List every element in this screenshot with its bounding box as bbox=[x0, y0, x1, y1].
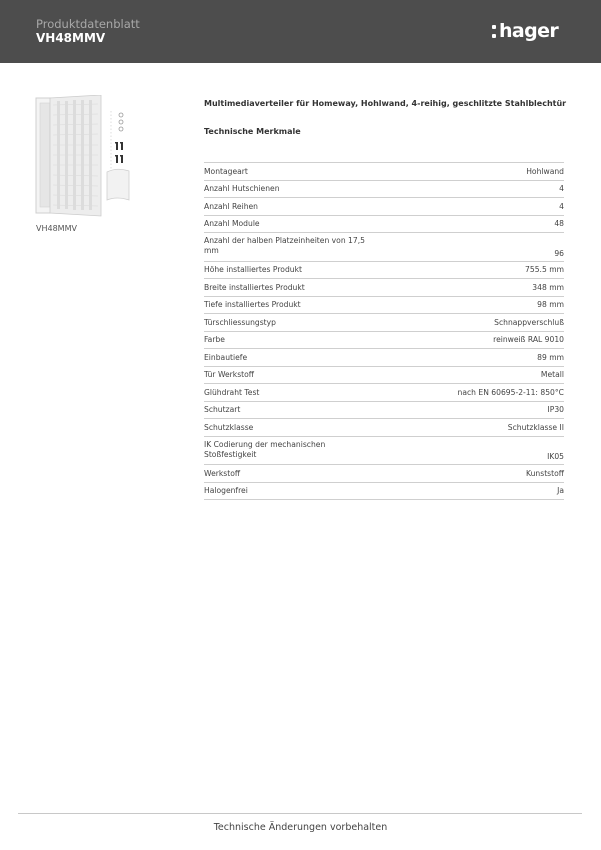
spec-label: IK Codierung der mechanischen Stoßfestigkeit bbox=[204, 439, 326, 459]
spec-row bbox=[204, 216, 564, 234]
spec-label: Türschliessungstyp bbox=[204, 317, 276, 327]
spec-row bbox=[204, 297, 564, 315]
spec-value: IP30 bbox=[547, 405, 564, 415]
document-type: Produktdatenblatt bbox=[36, 17, 140, 31]
spec-row bbox=[204, 262, 564, 280]
spec-row bbox=[204, 437, 564, 466]
spec-value: Ja bbox=[557, 486, 564, 496]
spec-label: Werkstoff bbox=[204, 468, 241, 478]
spec-value: Schnappverschluß bbox=[494, 317, 564, 327]
spec-label: Höhe installiertes Produkt bbox=[204, 265, 302, 275]
spec-label: Glühdraht Test bbox=[204, 387, 260, 397]
spec-value: 48 bbox=[554, 219, 564, 229]
spec-value: Hohlwand bbox=[526, 166, 564, 176]
spec-value: reinweiß RAL 9010 bbox=[493, 335, 564, 345]
section-title: Technische Merkmale bbox=[204, 127, 301, 136]
spec-value: Schutzklasse II bbox=[507, 422, 564, 432]
spec-label: Einbautiefe bbox=[204, 352, 248, 362]
spec-label: Anzahl Hutschienen bbox=[204, 184, 280, 194]
spec-row bbox=[204, 465, 564, 483]
spec-label: Tür Werkstoff bbox=[204, 370, 255, 380]
spec-label: Anzahl der halben Platzeinheiten von 17,5 mm bbox=[204, 236, 365, 255]
spec-row bbox=[204, 314, 564, 332]
hager-logo bbox=[492, 18, 558, 44]
header-product-code: VH48MMV bbox=[36, 31, 106, 45]
product-title: Multimediaverteiler für Homeway, Hohlwand, 4-reihig, geschlitzte Stahlblechtür bbox=[204, 99, 567, 108]
spec-row bbox=[204, 367, 564, 385]
spec-row bbox=[204, 181, 564, 199]
logo-mark-icon bbox=[492, 25, 497, 38]
spec-row bbox=[204, 198, 564, 216]
spec-label: Schutzklasse bbox=[204, 422, 254, 432]
footer-note: Technische Änderungen vorbehalten bbox=[213, 822, 388, 833]
spec-value: IK05 bbox=[547, 452, 564, 461]
spec-value: 4 bbox=[559, 201, 564, 211]
spec-row bbox=[204, 402, 564, 420]
spec-row bbox=[204, 419, 564, 437]
spec-value: 348 mm bbox=[532, 282, 564, 292]
spec-value: Kunststoff bbox=[526, 468, 564, 478]
spec-label: Montageart bbox=[204, 166, 248, 176]
spec-table bbox=[204, 162, 564, 500]
spec-row bbox=[204, 483, 564, 501]
spec-label: Anzahl Reihen bbox=[204, 201, 258, 211]
distribution-cabinet-icon bbox=[35, 95, 132, 217]
spec-value: Metall bbox=[540, 370, 564, 380]
spec-value: nach EN 60695-2-11: 850°C bbox=[457, 387, 564, 397]
spec-value: 4 bbox=[559, 184, 564, 194]
spec-row bbox=[204, 233, 564, 262]
spec-value: 96 bbox=[554, 248, 564, 258]
spec-value: 755.5 mm bbox=[525, 265, 564, 275]
header-bar bbox=[0, 0, 601, 63]
spec-label: Anzahl Module bbox=[204, 219, 260, 229]
spec-label: Schutzart bbox=[204, 405, 241, 415]
logo-text: hager bbox=[499, 20, 559, 42]
spec-row bbox=[204, 349, 564, 367]
spec-label: Halogenfrei bbox=[204, 486, 248, 496]
spec-label: Farbe bbox=[204, 335, 225, 345]
footer-divider bbox=[18, 813, 582, 814]
spec-value: 98 mm bbox=[537, 300, 564, 310]
spec-label: Breite installiertes Produkt bbox=[204, 282, 305, 292]
spec-row bbox=[204, 279, 564, 297]
spec-row bbox=[204, 163, 564, 181]
image-caption: VH48MMV bbox=[36, 224, 77, 233]
spec-row bbox=[204, 332, 564, 350]
spec-label: Tiefe installiertes Produkt bbox=[204, 300, 301, 310]
spec-value: 89 mm bbox=[537, 352, 564, 362]
spec-row bbox=[204, 384, 564, 402]
